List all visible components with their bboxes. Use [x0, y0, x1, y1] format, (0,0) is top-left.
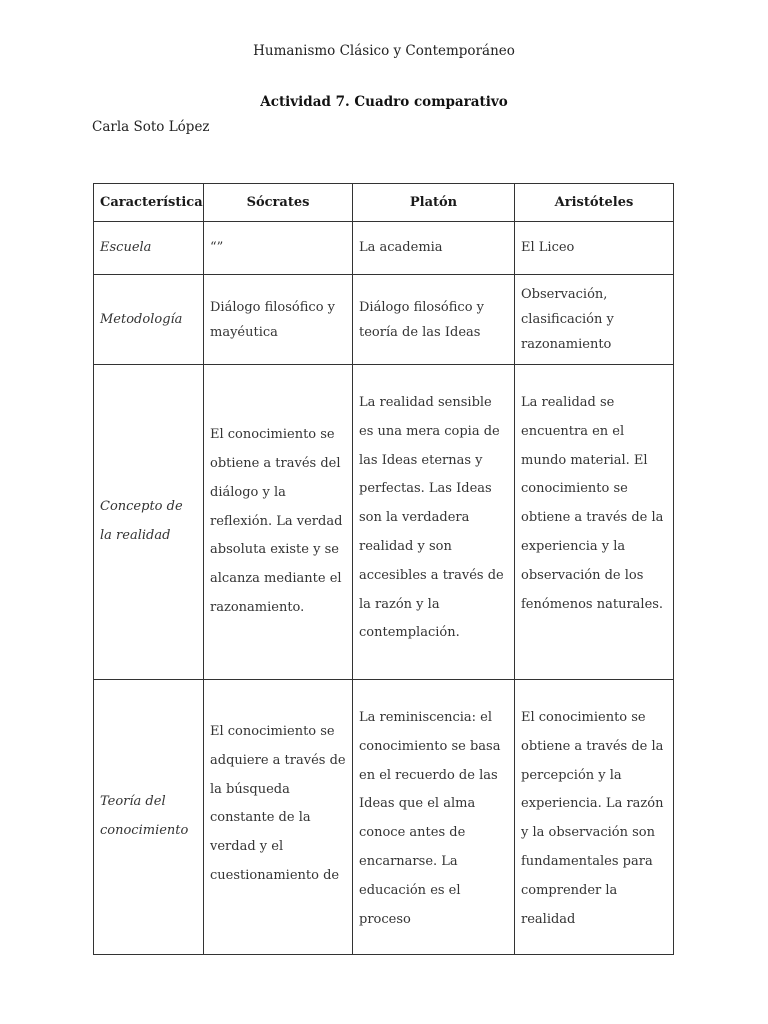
cell-aristoteles-conocimiento: El conocimiento se obtiene a través de la percepción y la experiencia. La razón y la observación son fundamentales para comprender la realidad — [515, 680, 674, 955]
header-socrates: Sócrates — [204, 184, 353, 222]
cell-socrates-escuela: “” — [204, 222, 353, 275]
cell-aristoteles-escuela: El Liceo — [515, 222, 674, 275]
cell-aristoteles-realidad: La realidad se encuentra en el mundo material. El conocimiento se obtiene a través de la experiencia y la observación de los fenómenos naturales. — [515, 365, 674, 680]
header-aristoteles: Aristóteles — [515, 184, 674, 222]
header-caracteristica: Característica — [94, 184, 204, 222]
table-row — [94, 680, 674, 955]
cell-socrates-metodologia: Diálogo filosófico y mayéutica — [204, 275, 353, 365]
cell-socrates-realidad: El conocimiento se obtiene a través del diálogo y la reflexión. La verdad absoluta existe y se alcanza mediante el razonamiento. — [204, 365, 353, 680]
table-row — [94, 275, 674, 365]
author-name: Carla Soto López — [92, 119, 210, 135]
row-label-escuela: Escuela — [94, 222, 204, 275]
cell-platon-escuela: La academia — [353, 222, 515, 275]
header-platon: Platón — [353, 184, 515, 222]
comparison-table — [93, 183, 674, 955]
row-label-realidad: Concepto de la realidad — [94, 365, 204, 680]
cell-aristoteles-metodologia: Observación, clasificación y razonamiento — [515, 275, 674, 365]
cell-socrates-conocimiento: El conocimiento se adquiere a través de la búsqueda constante de la verdad y el cuestionamiento de — [204, 680, 353, 955]
cell-platon-metodologia: Diálogo filosófico y teoría de las Ideas — [353, 275, 515, 365]
table-row — [94, 365, 674, 680]
table-row — [94, 222, 674, 275]
cell-platon-conocimiento: La reminiscencia: el conocimiento se basa en el recuerdo de las Ideas que el alma conoce antes de encarnarse. La educación es el proceso — [353, 680, 515, 955]
table-header-row — [94, 184, 674, 222]
document-header: Humanismo Clásico y Contemporáneo — [253, 43, 515, 59]
cell-platon-realidad: La realidad sensible es una mera copia de las Ideas eternas y perfectas. Las Ideas son la verdadera realidad y son accesibles a través de la razón y la contemplación. — [353, 365, 515, 680]
document-title: Actividad 7. Cuadro comparativo — [260, 94, 508, 110]
row-label-conocimiento: Teoría del conocimiento — [94, 680, 204, 955]
row-label-metodologia: Metodología — [94, 275, 204, 365]
